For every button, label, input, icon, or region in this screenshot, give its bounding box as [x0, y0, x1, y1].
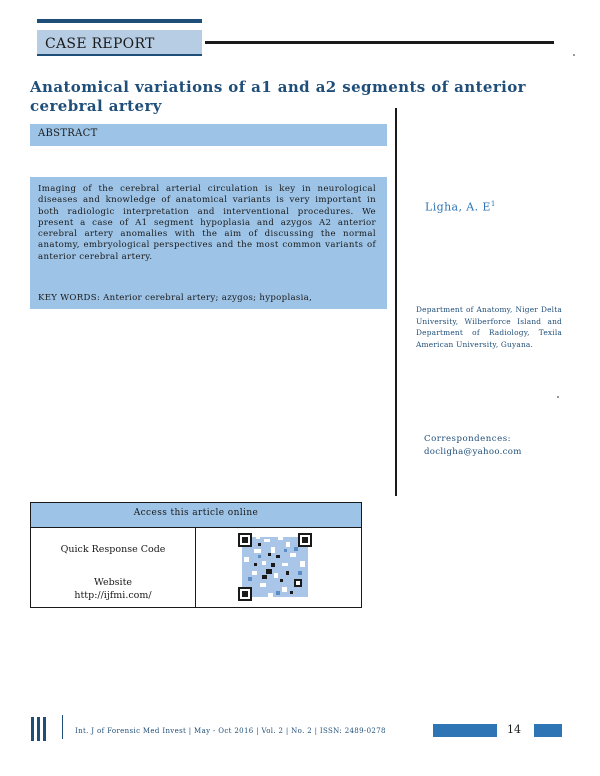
footer-logo-bar-3: [43, 717, 46, 741]
access-box-divider: [195, 527, 196, 607]
abstract-text: Imaging of the cerebral arterial circulation is key in neurological diseases and knowledge of anatomical variants is very important in both radiologic interpretation and interventional procedures. We present a case of A1 segment hypoplasia and azygos A2 anterior cerebral artery anomalies with the aim of discussing the normal anatomy, embryological perspectives and the most common variants of anterior cerebral artery.: [38, 184, 376, 262]
abstract-heading-box: [30, 124, 387, 146]
header-top-bar: [37, 19, 202, 23]
footer-citation: Int. J of Forensic Med Invest | May - Oct 2016 | Vol. 2 | No. 2 | ISSN: 2489-0278: [75, 727, 386, 735]
footer-accent-box-left: [433, 724, 497, 737]
website-block: [31, 576, 195, 602]
website-url[interactable]: http://ijfmi.com/: [74, 590, 152, 601]
footer-separator: [62, 715, 63, 739]
header-dot: [573, 54, 575, 56]
footer-accent-box-right: [534, 724, 562, 737]
footer-logo-bar-2: [37, 717, 40, 741]
abstract-box: [30, 177, 387, 309]
access-box-heading: Access this article online: [133, 508, 259, 518]
author-name-text: Ligha, A. E: [425, 200, 491, 214]
keywords: KEY WORDS: Anterior cerebral artery; azygos; hypoplasia,: [38, 293, 313, 303]
column-divider: [395, 108, 397, 496]
author-name: [425, 200, 496, 214]
abstract-heading: ABSTRACT: [38, 128, 98, 139]
author-superscript: 1: [490, 200, 496, 208]
author-affiliation: Department of Anatomy, Niger Delta University, Wilberforce Island and Department of Radiology, Texila American University, Guyana.: [416, 305, 562, 350]
section-label-box: [37, 30, 202, 56]
qr-code-image[interactable]: [238, 533, 312, 601]
header-rule: [205, 41, 554, 44]
qr-code-label: Quick Response Code: [60, 544, 166, 555]
correspondence-email[interactable]: docligha@yahoo.com: [424, 447, 522, 457]
website-label: Website: [93, 577, 133, 588]
article-title: Anatomical variations of a1 and a2 segments of anterior cerebral artery: [30, 78, 526, 115]
section-label: CASE REPORT: [45, 36, 155, 52]
correspondence-label: Correspondences:: [424, 434, 511, 444]
access-article-box: [30, 502, 362, 608]
footer-logo-bar-1: [31, 717, 34, 741]
page-number: 14: [507, 723, 521, 736]
stray-dot: [557, 396, 559, 398]
access-box-header: [31, 503, 361, 528]
